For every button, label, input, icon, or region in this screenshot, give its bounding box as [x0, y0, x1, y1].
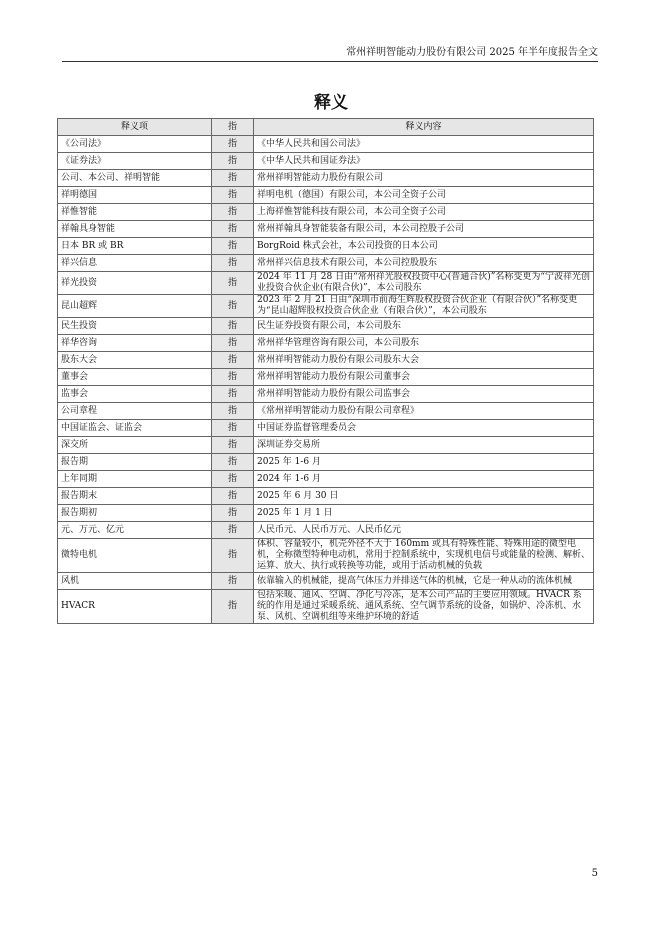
zhi-cell: 指	[212, 420, 254, 437]
definition-cell: 常州祥明智能动力股份有限公司监事会	[254, 386, 594, 403]
term-cell: 祥惟智能	[58, 204, 212, 221]
zhi-cell: 指	[212, 471, 254, 488]
zhi-cell: 指	[212, 221, 254, 238]
zhi-cell: 指	[212, 318, 254, 335]
zhi-cell: 指	[212, 539, 254, 573]
zhi-cell: 指	[212, 136, 254, 153]
zhi-cell: 指	[212, 505, 254, 522]
zhi-cell: 指	[212, 153, 254, 170]
definition-cell: 《常州祥明智能动力股份有限公司章程》	[254, 403, 594, 420]
term-cell: 祥兴信息	[58, 255, 212, 272]
zhi-cell: 指	[212, 295, 254, 318]
zhi-cell: 指	[212, 488, 254, 505]
term-cell: 民生投资	[58, 318, 212, 335]
term-cell: HVACR	[58, 590, 212, 624]
term-cell: 日本 BR 或 BR	[58, 238, 212, 255]
definition-cell: 常州祥明智能动力股份有限公司董事会	[254, 369, 594, 386]
term-cell: 报告期末	[58, 488, 212, 505]
zhi-cell: 指	[212, 335, 254, 352]
term-cell: 祥光投资	[58, 272, 212, 295]
table-row	[58, 153, 594, 170]
table-row	[58, 471, 594, 488]
table-row	[58, 539, 594, 573]
zhi-cell: 指	[212, 272, 254, 295]
table-row	[58, 403, 594, 420]
table-row	[58, 272, 594, 295]
table-row	[58, 369, 594, 386]
term-cell: 祥翰具身智能	[58, 221, 212, 238]
table-row	[58, 204, 594, 221]
zhi-cell: 指	[212, 352, 254, 369]
table-row	[58, 221, 594, 238]
table-row	[58, 187, 594, 204]
zhi-cell: 指	[212, 590, 254, 624]
table-row	[58, 238, 594, 255]
table-row	[58, 420, 594, 437]
term-cell: 祥华咨询	[58, 335, 212, 352]
column-header-term: 释义项	[58, 119, 212, 136]
definition-cell: 常州祥明智能动力股份有限公司	[254, 170, 594, 187]
term-cell: 《公司法》	[58, 136, 212, 153]
column-header-definition: 释义内容	[254, 119, 594, 136]
definition-cell: 依靠输入的机械能，提高气体压力并排送气体的机械，它是一种从动的流体机械	[254, 573, 594, 590]
zhi-cell: 指	[212, 255, 254, 272]
zhi-cell: 指	[212, 454, 254, 471]
definition-cell: 上海祥惟智能科技有限公司，本公司全资子公司	[254, 204, 594, 221]
page-header: 常州祥明智能动力股份有限公司 2025 年半年度报告全文	[346, 47, 598, 58]
table-row	[58, 573, 594, 590]
definition-cell: 常州祥明智能动力股份有限公司股东大会	[254, 352, 594, 369]
term-cell: 微特电机	[58, 539, 212, 573]
definition-cell: 深圳证券交易所	[254, 437, 594, 454]
definition-cell: 包括采暖、通风、空调、净化与冷冻，是本公司产品的主要应用领域。HVACR 系统的作用是通过采暖系统、通风系统、空气调节系统的设备，如锅炉、冷冻机、水泵、风机、空调机组等来维护环境的舒适	[254, 590, 594, 624]
header-rule	[62, 61, 598, 62]
zhi-cell: 指	[212, 187, 254, 204]
definition-cell: 常州祥华管理咨询有限公司，本公司股东	[254, 335, 594, 352]
table-row	[58, 454, 594, 471]
term-cell: 公司、本公司、祥明智能	[58, 170, 212, 187]
term-cell: 股东大会	[58, 352, 212, 369]
definition-cell: 《中华人民共和国公司法》	[254, 136, 594, 153]
zhi-cell: 指	[212, 238, 254, 255]
definition-cell: BorgRoid 株式会社，本公司投资的日本公司	[254, 238, 594, 255]
table-row	[58, 488, 594, 505]
term-cell: 祥明德国	[58, 187, 212, 204]
zhi-cell: 指	[212, 437, 254, 454]
table-row	[58, 255, 594, 272]
table-row	[58, 386, 594, 403]
definition-cell: 2025 年 1 月 1 日	[254, 505, 594, 522]
definition-cell: 体积、容量较小，机壳外径不大于 160mm 或具有特殊性能、特殊用途的微型电机，全称微型特种电动机，常用于控制系统中，实现机电信号或能量的检测、解析、运算、放大、执行或转换等功能，或用于活动机械的负载	[254, 539, 594, 573]
zhi-cell: 指	[212, 403, 254, 420]
table-row	[58, 136, 594, 153]
term-cell: 监事会	[58, 386, 212, 403]
table-header-row	[58, 119, 594, 136]
zhi-cell: 指	[212, 204, 254, 221]
term-cell: 深交所	[58, 437, 212, 454]
table-row	[58, 352, 594, 369]
definitions-table	[57, 118, 594, 624]
definition-cell: 2025 年 1-6 月	[254, 454, 594, 471]
table-row	[58, 505, 594, 522]
term-cell: 董事会	[58, 369, 212, 386]
zhi-cell: 指	[212, 170, 254, 187]
zhi-cell: 指	[212, 369, 254, 386]
table-row	[58, 318, 594, 335]
zhi-cell: 指	[212, 573, 254, 590]
definition-cell: 祥明电机（德国）有限公司，本公司全资子公司	[254, 187, 594, 204]
table-row	[58, 170, 594, 187]
column-header-zhi: 指	[212, 119, 254, 136]
table-row	[58, 335, 594, 352]
table-row	[58, 522, 594, 539]
table-row	[58, 437, 594, 454]
term-cell: 上年同期	[58, 471, 212, 488]
definition-cell: 常州祥兴信息技术有限公司，本公司控股股东	[254, 255, 594, 272]
page-title: 释义	[314, 93, 348, 113]
definition-cell: 2024 年 11 月 28 日由“常州祥光股权投资中心(普通合伙)”名称变更为“宁波祥光创业投资合伙企业(有限合伙)”，本公司股东	[254, 272, 594, 295]
term-cell: 报告期初	[58, 505, 212, 522]
zhi-cell: 指	[212, 386, 254, 403]
definition-cell: 2023 年 2 月 21 日由“深圳市前海生辉股权投资合伙企业（有限合伙）”名称变更为“昆山超辉股权投资合伙企业（有限合伙）”，本公司股东	[254, 295, 594, 318]
table-body	[58, 136, 594, 624]
definition-cell: 民生证券投资有限公司，本公司股东	[254, 318, 594, 335]
page-number: 5	[591, 868, 598, 879]
definition-cell: 2024 年 1-6 月	[254, 471, 594, 488]
term-cell: 风机	[58, 573, 212, 590]
term-cell: 《证券法》	[58, 153, 212, 170]
term-cell: 中国证监会、证监会	[58, 420, 212, 437]
table-row	[58, 590, 594, 624]
definition-cell: 人民币元、人民币万元、人民币亿元	[254, 522, 594, 539]
term-cell: 报告期	[58, 454, 212, 471]
term-cell: 昆山超辉	[58, 295, 212, 318]
term-cell: 公司章程	[58, 403, 212, 420]
term-cell: 元、万元、亿元	[58, 522, 212, 539]
zhi-cell: 指	[212, 522, 254, 539]
definition-cell: 《中华人民共和国证券法》	[254, 153, 594, 170]
definition-cell: 中国证券监督管理委员会	[254, 420, 594, 437]
definition-cell: 常州祥翰具身智能装备有限公司，本公司控股子公司	[254, 221, 594, 238]
definition-cell: 2025 年 6 月 30 日	[254, 488, 594, 505]
table-row	[58, 295, 594, 318]
